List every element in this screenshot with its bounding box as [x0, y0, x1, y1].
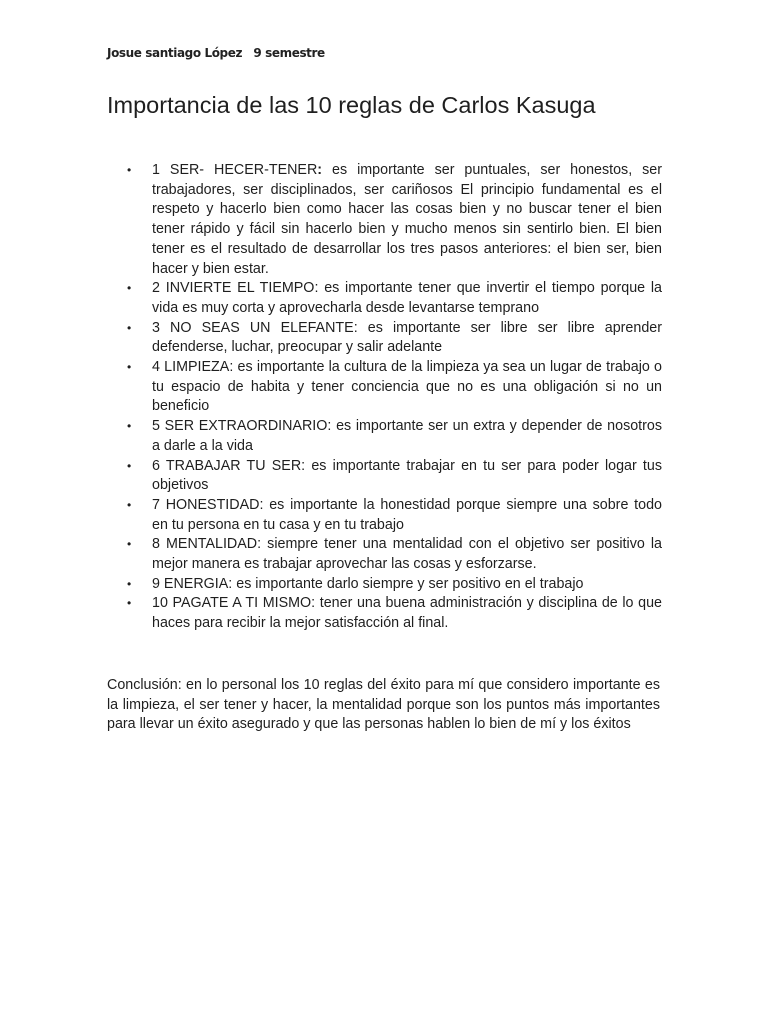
rule-text: es importante la honestidad porque siempre una sobre todo en tu persona en tu casa y en tu trabajo: [152, 496, 662, 533]
bullet-icon: •: [127, 419, 132, 434]
rule-heading: 8 MENTALIDAD: [152, 536, 258, 553]
rule-separator: :: [314, 280, 319, 297]
rule-separator: :: [301, 457, 306, 474]
rule-separator: :: [228, 575, 233, 592]
rule-heading: 3 NO SEAS UN ELEFANTE: [152, 319, 354, 336]
rule-heading: 4 LIMPIEZA: [152, 359, 230, 376]
rule-separator: :: [317, 162, 323, 178]
list-item: [106, 417, 662, 456]
conclusion-paragraph: Conclusión: en lo personal los 10 reglas del éxito para mí que considero importante es la limpieza, el ser tener y hacer, la mentalidad porque son los puntos más importantes para llevar un éxito asegurado y que las personas hablen lo bien de mí y los éxitos: [107, 677, 660, 733]
list-item: [106, 358, 662, 417]
list-item: [106, 161, 662, 279]
rule-heading: 6 TRABAJAR TU SER: [152, 457, 302, 474]
bullet-icon: •: [127, 537, 132, 552]
list-item: [106, 575, 662, 595]
rule-heading: 5 SER EXTRAORDINARIO: [152, 418, 328, 435]
bullet-icon: •: [127, 320, 132, 335]
rule-separator: :: [259, 496, 264, 513]
rule-text: es importante ser libre ser libre aprender defenderse, luchar, preocupar y salir adelante: [152, 319, 662, 356]
list-item: [106, 535, 662, 574]
bullet-icon: •: [127, 163, 132, 177]
bullet-icon: •: [127, 281, 132, 296]
rule-heading: 7 HONESTIDAD: [152, 496, 260, 513]
rules-list: [106, 161, 662, 634]
rule-text: es importante trabajar en tu ser para poder logar tus objetivos: [152, 457, 663, 494]
list-item: [106, 279, 662, 318]
rule-heading: 9 ENERGIA: [152, 575, 229, 592]
rule-text: es importante ser puntuales, ser honestos, ser trabajadores, ser disciplinados, ser cariñosos El principio fundamental es el respeto y hacerlo bien como hacer las cosas bien y no buscar tener el bien tener rápido y fácil sin hacerlo bien y mucho menos sin sentirlo bien. El bien tener es el resultado de desarrollar los tres pasos anteriores: el bien ser, bien hacer y bien estar.: [152, 162, 662, 277]
rule-separator: :: [257, 536, 262, 553]
rule-text: tener una buena administración y disciplina de lo que haces para recibir la mejor satisfacción al final.: [152, 595, 662, 632]
list-item: [106, 457, 662, 496]
rule-separator: :: [229, 359, 234, 376]
list-item: [106, 496, 662, 535]
author-header: Josue santiago López 9 semestre: [107, 46, 325, 60]
rule-text: es importante tener que invertir el tiempo porque la vida es muy corta y aprovecharla desde levantarse temprano: [152, 280, 662, 316]
rule-separator: :: [327, 418, 332, 435]
rule-separator: :: [353, 319, 358, 336]
list-item: [106, 594, 662, 633]
rule-text: siempre tener una mentalidad con el objetivo ser positivo la mejor manera es trabajar aprovechar las cosas y esforzarse.: [152, 536, 663, 573]
bullet-icon: •: [127, 576, 132, 591]
rule-heading: 10 PAGATE A TI MISMO: [152, 595, 312, 612]
rule-text: es importante la cultura de la limpieza ya sea un lugar de trabajo o tu espacio de habita y tener conciencia que no es una obligación si no un beneficio: [152, 359, 662, 415]
rule-text: es importante darlo siempre y ser positivo en el trabajo: [232, 575, 584, 592]
rule-heading: 1 SER- HECER-TENER: [152, 162, 318, 178]
rule-text: es importante ser un extra y depender de nosotros a darle a la vida: [152, 418, 663, 454]
bullet-icon: •: [127, 596, 132, 611]
bullet-icon: •: [127, 458, 132, 473]
document-title: Importancia de las 10 reglas de Carlos Kasuga: [107, 92, 596, 118]
bullet-icon: •: [127, 360, 132, 375]
rule-heading: 2 INVIERTE EL TIEMPO: [152, 280, 315, 297]
rule-separator: :: [311, 595, 316, 612]
bullet-icon: •: [127, 497, 132, 512]
list-item: [106, 319, 662, 358]
